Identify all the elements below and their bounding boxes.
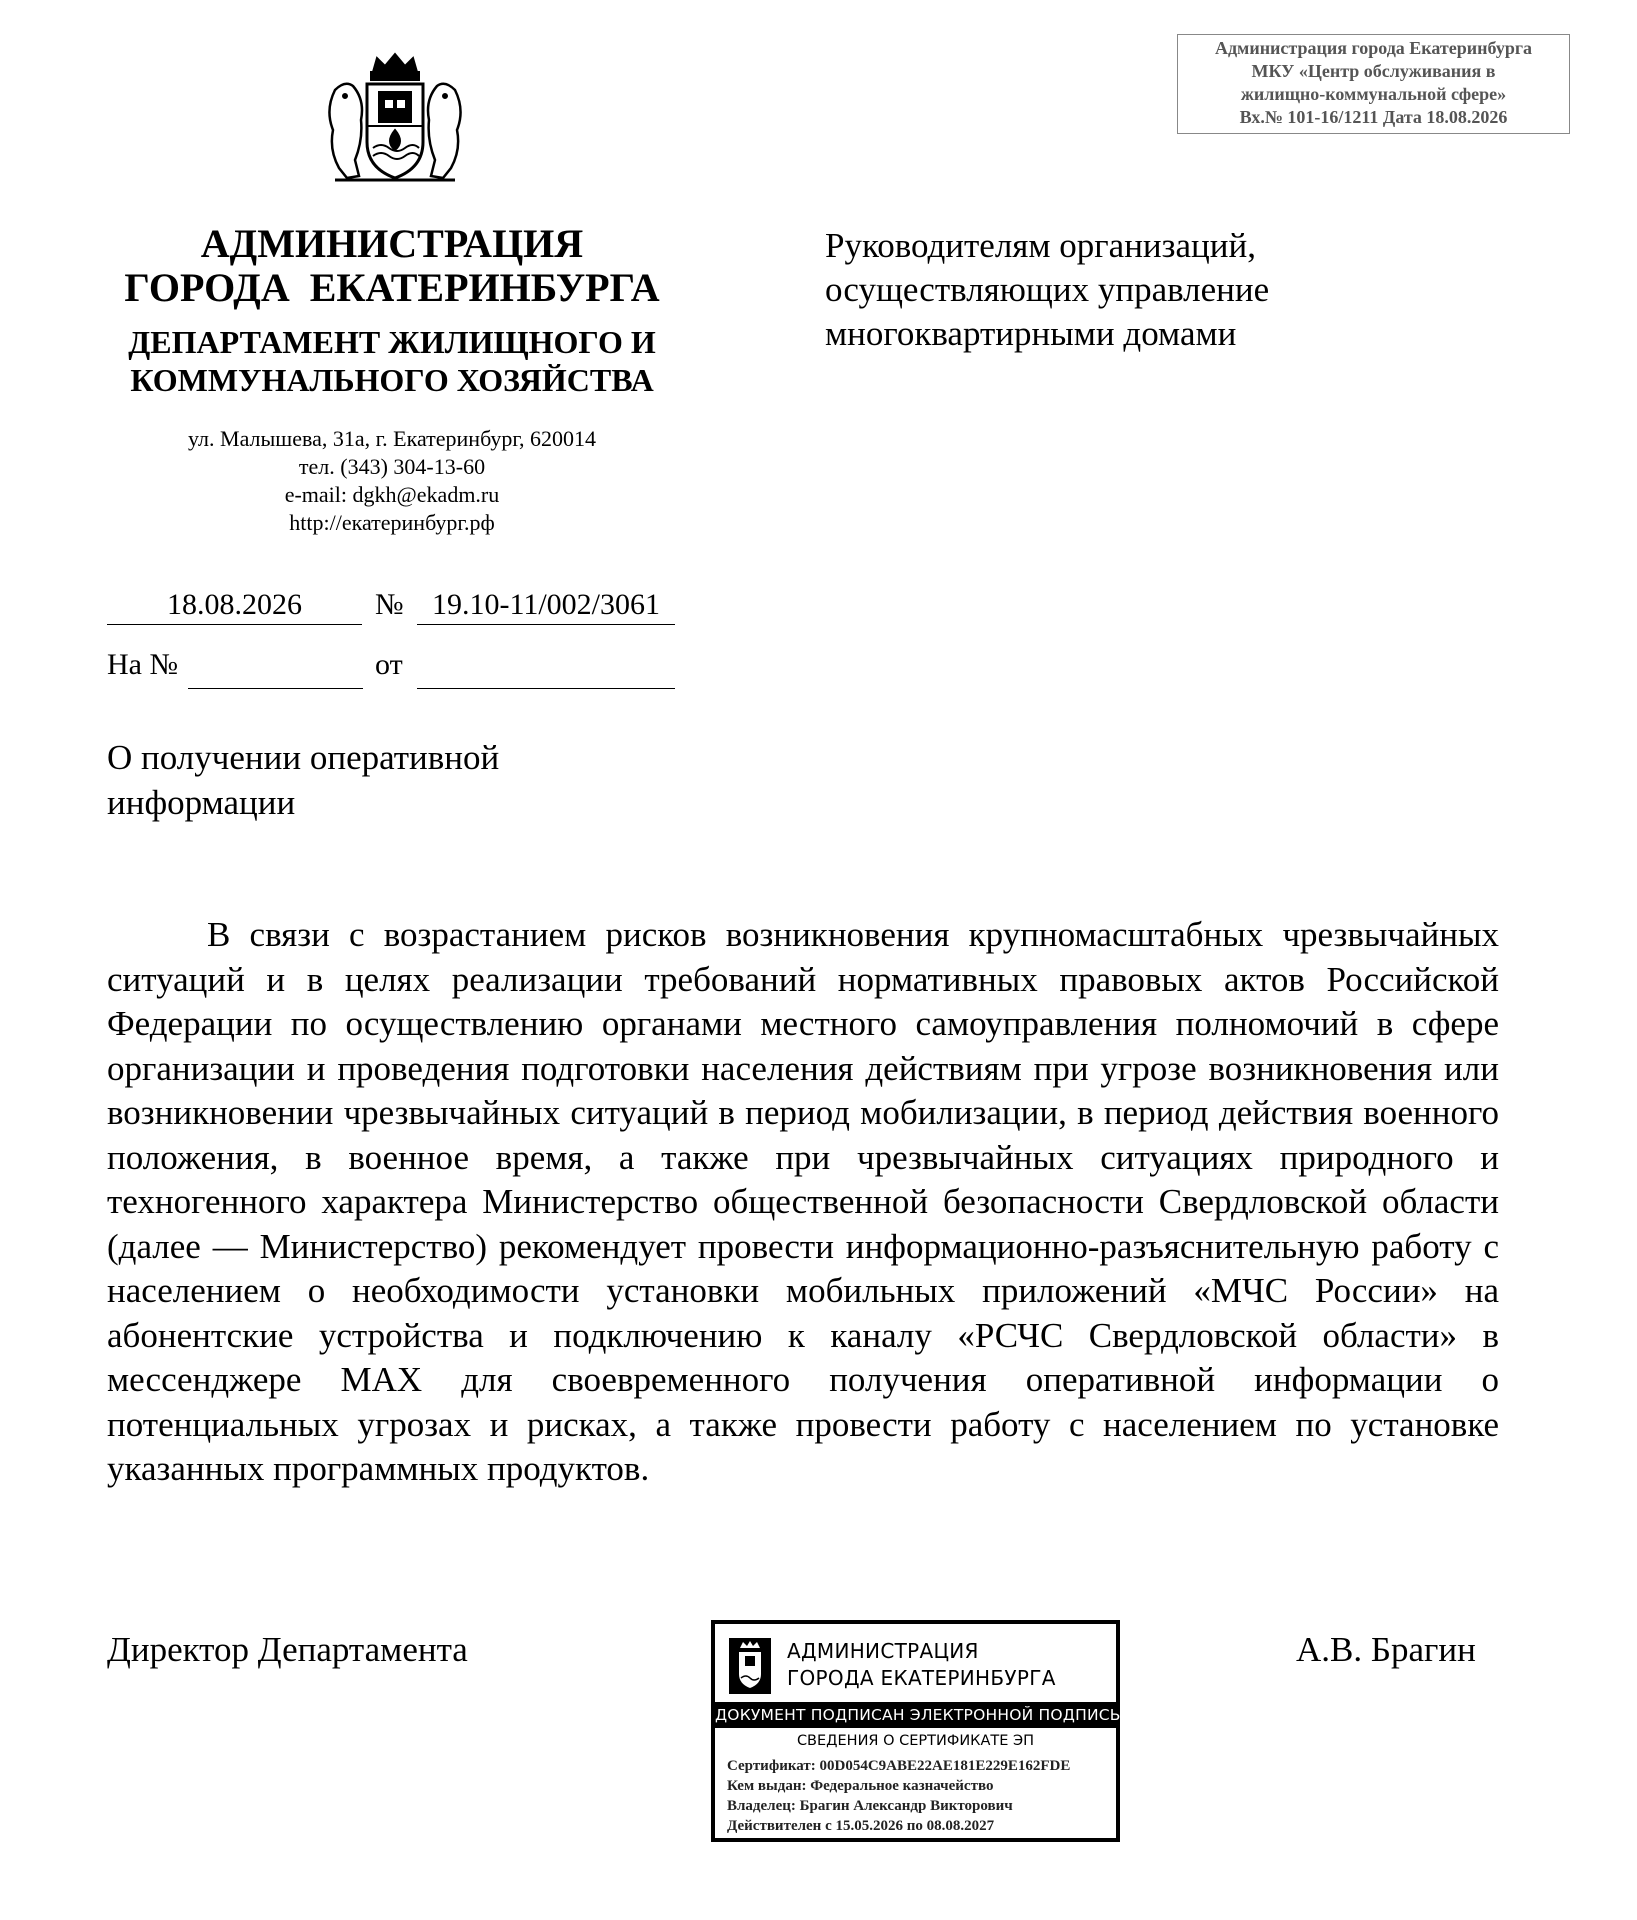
contact-block [122, 425, 662, 537]
subject-line2: информации [107, 783, 296, 822]
esign-subheader: СВЕДЕНИЯ О СЕРТИФИКАТЕ ЭП [796, 1733, 1035, 1749]
stamp-line-dept1: МКУ «Центр обслуживания в [1251, 61, 1496, 81]
reference-number-blank [188, 650, 363, 689]
outgoing-date: 18.08.2026 [107, 588, 362, 625]
esign-org-line1: АДМИНИСТРАЦИЯ [787, 1639, 979, 1663]
addressee-line2: осуществляющих управление [825, 270, 1270, 309]
esign-owner: Владелец: Брагин Александр Викторович [727, 1798, 1013, 1814]
esign-organization [787, 1638, 1056, 1692]
addressee-block [825, 224, 1545, 356]
outgoing-number: 19.10-11/002/3061 [417, 588, 675, 625]
website-text: http://екатеринбург.рф [289, 510, 495, 535]
phone-text: тел. (343) 304-13-60 [298, 454, 486, 479]
org-name-line1: АДМИНИСТРАЦИЯ [200, 221, 584, 266]
number-sign: № [375, 588, 404, 621]
organization-name [122, 222, 662, 310]
esign-certificate-details [727, 1756, 1116, 1836]
address-text: ул. Малышева, 31а, г. Екатеринбург, 620014 [188, 426, 596, 451]
signer-title: Директор Департамента [107, 1630, 468, 1669]
stamp-line-dept2: жилищно-коммунальной сфере» [1240, 84, 1507, 104]
subject-line1: О получении оперативной [107, 738, 500, 777]
coat-of-arms-icon [729, 1638, 771, 1694]
stamp-line-number: Вх.№ 101-16/1211 Дата 18.08.2026 [1239, 107, 1508, 127]
addressee-line1: Руководителям организаций, [825, 226, 1256, 265]
incoming-registration-stamp [1177, 34, 1570, 134]
esign-validity: Действителен с 15.05.2026 по 08.08.2027 [727, 1818, 995, 1834]
letter-body: В связи с возрастанием рисков возникновения крупномасштабных чрезвычайных ситуаций и в целях реализации требований нормативных правовых актов Российской Федерации по осуществлению органами местного самоуправления полномочий в сфере организации и проведения подготовки населения действиям при угрозе возникновения или возникновении чрезвычайных ситуаций в период мобилизации, в период действия военного положения, в военное время, а также при чрезвычайных ситуациях природного и техногенного характера Министерство общественной безопасности Свердловской области (далее — Министерство) рекомендует провести информационно-разъяснительную работу с населением о необходимости установки мобильных приложений «МЧС России» на абонентские устройства и подключению к каналу «РСЧС Свердловской области» в мессенджере MAX для своевременного получения оперативной информации о потенциальных угрозах и рисках, а также провести работу с населением по установке указанных программных продуктов. [107, 915, 1499, 1488]
reference-date-blank [417, 650, 675, 689]
letter-subject [107, 735, 607, 825]
coat-of-arms-icon [315, 50, 475, 185]
esign-issuer: Кем выдан: Федеральное казначейство [727, 1778, 994, 1794]
esign-org-line2: ГОРОДА ЕКАТЕРИНБУРГА [787, 1666, 1056, 1690]
dept-name-line1: ДЕПАРТАМЕНТ ЖИЛИЩНОГО И [128, 324, 656, 360]
esign-banner: ДОКУМЕНТ ПОДПИСАН ЭЛЕКТРОННОЙ ПОДПИСЬЮ [715, 1702, 1116, 1728]
reference-date-label: от [375, 648, 403, 681]
stamp-line-org: Администрация города Екатеринбурга [1214, 38, 1533, 58]
org-name-line2: ГОРОДА ЕКАТЕРИНБУРГА [124, 265, 660, 310]
signer-name: А.В. Брагин [1296, 1630, 1476, 1669]
electronic-signature-stamp [711, 1620, 1138, 1842]
reference-number-label: На № [107, 648, 179, 681]
email-text: e-mail: dgkh@ekadm.ru [284, 482, 500, 507]
dept-name-line2: КОММУНАЛЬНОГО ХОЗЯЙСТВА [130, 362, 654, 398]
addressee-line3: многоквартирными домами [825, 314, 1237, 353]
department-name [122, 323, 662, 399]
esign-certificate: Сертификат: 00D054C9ABE22AE181E229E162FDE [727, 1758, 1071, 1774]
